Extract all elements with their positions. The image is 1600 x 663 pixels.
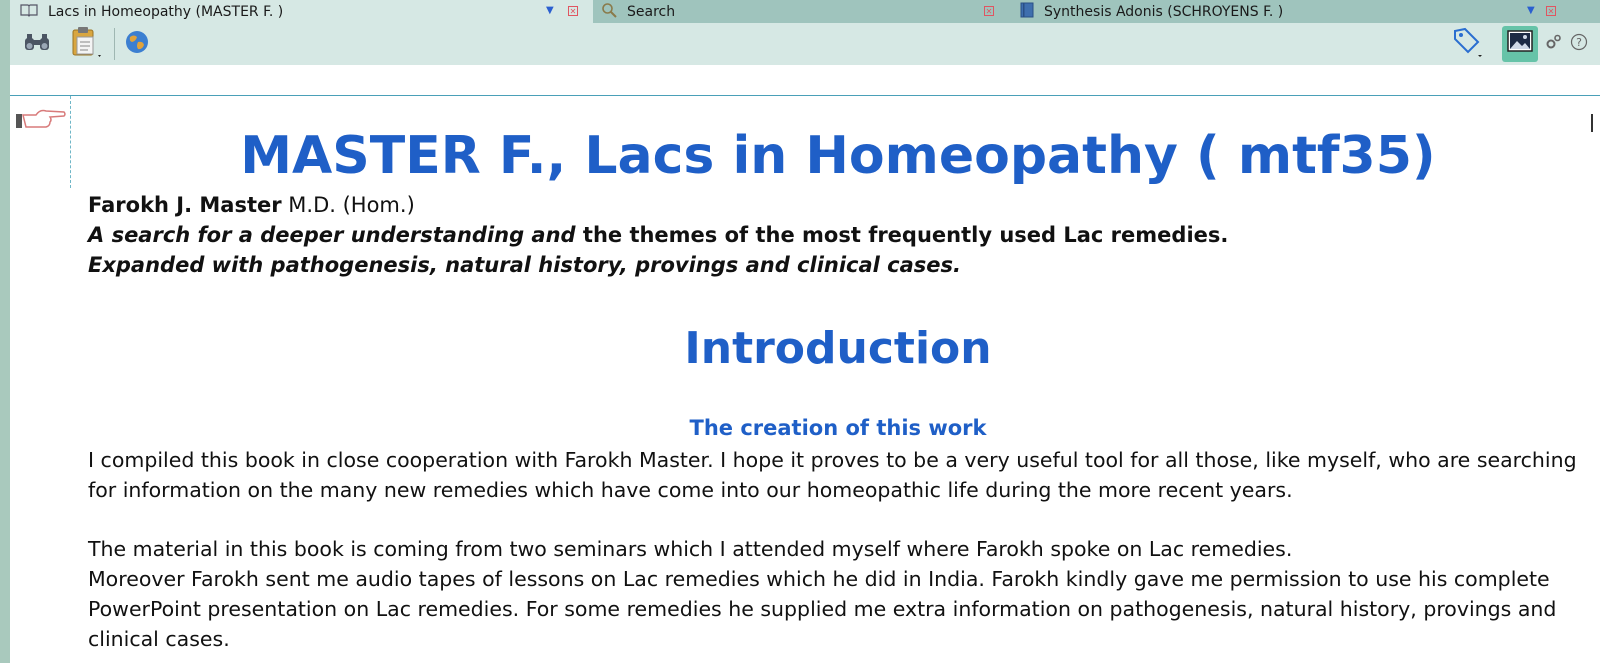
globe-icon: [124, 29, 150, 59]
gears-icon: [1545, 33, 1563, 55]
clipboard-icon: [70, 25, 104, 63]
close-icon[interactable]: ✕: [985, 7, 993, 16]
subtitle-italic: A search for a deeper understanding and: [88, 223, 576, 247]
gutter-line: [70, 96, 71, 188]
section-title: Introduction: [684, 323, 992, 374]
toolbar-separator: [114, 28, 115, 60]
tab-label: Search: [627, 3, 676, 20]
pointing-hand-icon: [16, 106, 66, 136]
tag-button[interactable]: [1448, 23, 1488, 65]
tag-icon: [1451, 26, 1485, 62]
paragraph: I compiled this book in close cooperation with Farokh Master. I hope it proves to be a very useful tool for all those, like myself, who are searching for information on the many new remedies which have come into our homeopathic life during the more recent years.: [88, 448, 1577, 502]
search-icon: [601, 2, 617, 22]
subsection-title: The creation of this work: [689, 416, 987, 440]
image-toggle-button[interactable]: [1502, 26, 1538, 62]
chevron-down-icon[interactable]: ▼: [546, 5, 554, 16]
chevron-down-icon[interactable]: ▼: [1527, 5, 1535, 16]
left-edge-strip: [0, 0, 10, 663]
vertical-scrollbar[interactable]: [1584, 96, 1600, 663]
web-button[interactable]: [122, 23, 152, 65]
binoculars-icon: [23, 32, 51, 56]
paragraph: The material in this book is coming from two seminars which I attended myself where Farokh spoke on Lac remedies.: [88, 537, 1293, 561]
book-icon: [20, 3, 38, 21]
subtitle-rest: the themes of the most frequently used Lac remedies.: [575, 223, 1229, 247]
scrollbar-thumb[interactable]: [1591, 114, 1593, 132]
tab-label: Synthesis Adonis (SCHROYENS F. ): [1044, 3, 1284, 20]
help-icon: [1570, 33, 1588, 55]
document-view: [10, 96, 1584, 663]
author-suffix: M.D. (Hom.): [281, 193, 415, 217]
close-icon[interactable]: ✕: [569, 7, 577, 16]
toolbar: [10, 23, 1600, 65]
svg-text:?: ?: [1576, 36, 1582, 49]
tab-synthesis-adonis[interactable]: [1008, 0, 1600, 23]
tab-bar: [10, 0, 1600, 23]
paragraph: Moreover Farokh sent me audio tapes of lessons on Lac remedies which he did in India. Farokh kindly gave me permission to use his complete PowerPoint presentation on Lac remedies. For some remedies he supplied me extra information on pathogenesis, natural history, provings and clinical cases.: [88, 567, 1557, 651]
document-title: MASTER F., Lacs in Homeopathy ( mtf35): [240, 126, 1436, 186]
blue-book-icon: [1020, 2, 1034, 22]
help-button[interactable]: [1568, 23, 1590, 65]
subtitle-line-2: Expanded with pathogenesis, natural history, provings and clinical cases.: [88, 253, 962, 277]
tab-label: Lacs in Homeopathy (MASTER F. ): [48, 3, 284, 20]
author-name: Farokh J. Master: [88, 193, 282, 217]
close-icon[interactable]: ✕: [1547, 7, 1555, 16]
subtitle-line: [88, 221, 1228, 249]
settings-button[interactable]: [1544, 23, 1564, 65]
find-button[interactable]: [22, 23, 52, 65]
image-icon: [1507, 30, 1533, 58]
ruler-band: [10, 65, 1600, 96]
clipboard-button[interactable]: [66, 23, 108, 65]
author-line: [88, 191, 415, 219]
tab-search[interactable]: [593, 0, 1008, 23]
tab-lacs-in-homeopathy[interactable]: [10, 0, 593, 23]
